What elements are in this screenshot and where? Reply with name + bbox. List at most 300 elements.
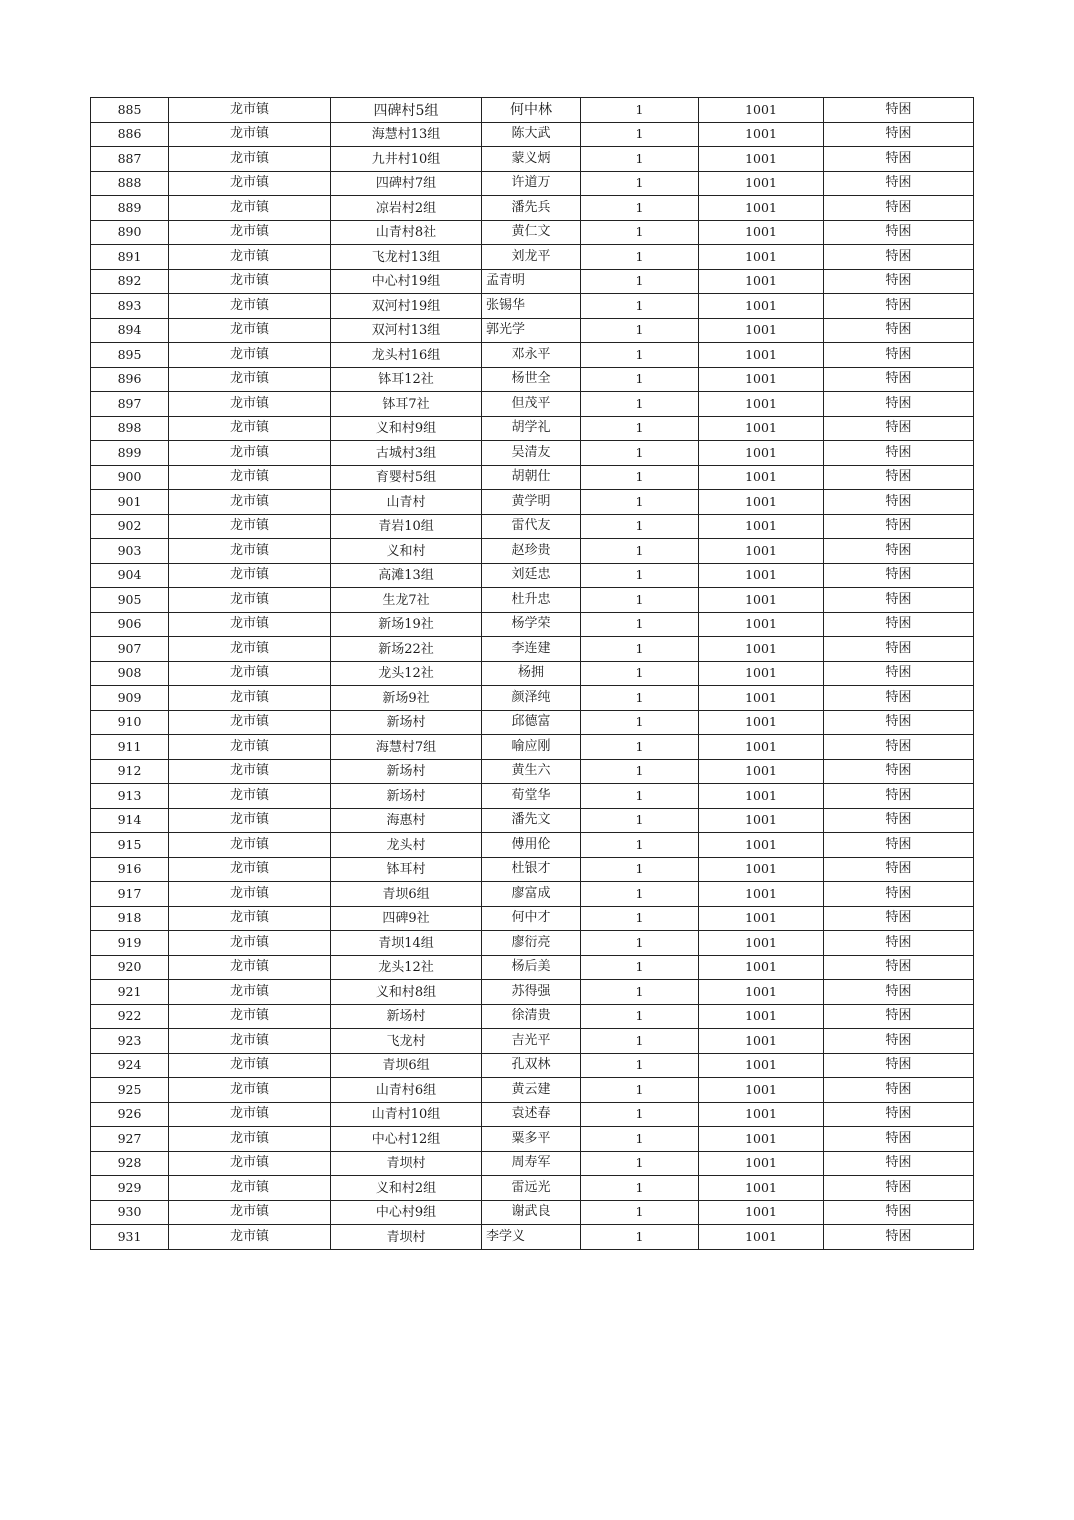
row-number-cell: 886 (91, 122, 169, 147)
table-row (91, 661, 974, 686)
town-cell: 龙市镇 (169, 931, 331, 956)
table-row (91, 1053, 974, 1078)
village-cell: 新场19社 (331, 612, 482, 637)
town-cell: 龙市镇 (169, 245, 331, 270)
table-row (91, 735, 974, 760)
category-cell: 特困 (824, 294, 974, 319)
person-name-cell: 袁述春 (482, 1102, 581, 1127)
amount-cell: 1001 (699, 1225, 824, 1250)
row-number-cell: 893 (91, 294, 169, 319)
table-row (91, 465, 974, 490)
row-number-cell: 920 (91, 955, 169, 980)
row-number-cell: 921 (91, 980, 169, 1005)
person-name-cell: 胡朝仕 (482, 465, 581, 490)
village-cell: 龙头村16组 (331, 343, 482, 368)
amount-cell: 1001 (699, 637, 824, 662)
household-count-cell: 1 (581, 367, 699, 392)
household-count-cell: 1 (581, 1004, 699, 1029)
amount-cell: 1001 (699, 416, 824, 441)
category-cell: 特困 (824, 122, 974, 147)
row-number-cell: 931 (91, 1225, 169, 1250)
category-cell: 特困 (824, 416, 974, 441)
row-number-cell: 904 (91, 563, 169, 588)
village-cell: 山青村6组 (331, 1078, 482, 1103)
row-number-cell: 896 (91, 367, 169, 392)
household-count-cell: 1 (581, 1102, 699, 1127)
town-cell: 龙市镇 (169, 735, 331, 760)
amount-cell: 1001 (699, 563, 824, 588)
amount-cell: 1001 (699, 759, 824, 784)
amount-cell: 1001 (699, 367, 824, 392)
village-cell: 九井村10组 (331, 147, 482, 172)
village-cell: 海慧村13组 (331, 122, 482, 147)
household-count-cell: 1 (581, 269, 699, 294)
village-cell: 钵耳村 (331, 857, 482, 882)
village-cell: 义和村2组 (331, 1176, 482, 1201)
town-cell: 龙市镇 (169, 1127, 331, 1152)
row-number-cell: 906 (91, 612, 169, 637)
household-count-cell: 1 (581, 1200, 699, 1225)
household-count-cell: 1 (581, 784, 699, 809)
household-count-cell: 1 (581, 759, 699, 784)
town-cell: 龙市镇 (169, 759, 331, 784)
table-row (91, 147, 974, 172)
category-cell: 特困 (824, 1029, 974, 1054)
person-name-cell: 刘廷忠 (482, 563, 581, 588)
town-cell: 龙市镇 (169, 661, 331, 686)
person-name-cell: 孔双林 (482, 1053, 581, 1078)
household-count-cell: 1 (581, 1078, 699, 1103)
category-cell: 特困 (824, 906, 974, 931)
village-cell: 四碑9社 (331, 906, 482, 931)
person-name-cell: 杜升忠 (482, 588, 581, 613)
amount-cell: 1001 (699, 1102, 824, 1127)
table-row (91, 980, 974, 1005)
town-cell: 龙市镇 (169, 1151, 331, 1176)
category-cell: 特困 (824, 1225, 974, 1250)
village-cell: 新场22社 (331, 637, 482, 662)
town-cell: 龙市镇 (169, 833, 331, 858)
village-cell: 义和村 (331, 539, 482, 564)
household-count-cell: 1 (581, 416, 699, 441)
household-count-cell: 1 (581, 735, 699, 760)
household-count-cell: 1 (581, 661, 699, 686)
town-cell: 龙市镇 (169, 784, 331, 809)
amount-cell: 1001 (699, 808, 824, 833)
household-count-cell: 1 (581, 1053, 699, 1078)
amount-cell: 1001 (699, 955, 824, 980)
table-row (91, 637, 974, 662)
category-cell: 特困 (824, 269, 974, 294)
category-cell: 特困 (824, 441, 974, 466)
table-row (91, 318, 974, 343)
town-cell: 龙市镇 (169, 294, 331, 319)
household-count-cell: 1 (581, 147, 699, 172)
person-name-cell: 廖衍亮 (482, 931, 581, 956)
village-cell: 钵耳7社 (331, 392, 482, 417)
household-count-cell: 1 (581, 955, 699, 980)
row-number-cell: 915 (91, 833, 169, 858)
household-count-cell: 1 (581, 833, 699, 858)
household-count-cell: 1 (581, 1127, 699, 1152)
person-name-cell: 廖富成 (482, 882, 581, 907)
row-number-cell: 890 (91, 220, 169, 245)
row-number-cell: 901 (91, 490, 169, 515)
category-cell: 特困 (824, 1151, 974, 1176)
row-number-cell: 903 (91, 539, 169, 564)
household-count-cell: 1 (581, 637, 699, 662)
household-count-cell: 1 (581, 514, 699, 539)
amount-cell: 1001 (699, 710, 824, 735)
person-name-cell: 杨世全 (482, 367, 581, 392)
table-row (91, 563, 974, 588)
category-cell: 特困 (824, 735, 974, 760)
village-cell: 义和村9组 (331, 416, 482, 441)
table-row (91, 857, 974, 882)
town-cell: 龙市镇 (169, 906, 331, 931)
person-name-cell: 黄生六 (482, 759, 581, 784)
category-cell: 特困 (824, 220, 974, 245)
amount-cell: 1001 (699, 220, 824, 245)
village-cell: 生龙7社 (331, 588, 482, 613)
village-cell: 龙头村 (331, 833, 482, 858)
amount-cell: 1001 (699, 784, 824, 809)
amount-cell: 1001 (699, 735, 824, 760)
amount-cell: 1001 (699, 245, 824, 270)
amount-cell: 1001 (699, 833, 824, 858)
village-cell: 山青村 (331, 490, 482, 515)
town-cell: 龙市镇 (169, 196, 331, 221)
table-row (91, 392, 974, 417)
category-cell: 特困 (824, 1102, 974, 1127)
amount-cell: 1001 (699, 147, 824, 172)
row-number-cell: 899 (91, 441, 169, 466)
person-name-cell: 杨学荣 (482, 612, 581, 637)
town-cell: 龙市镇 (169, 392, 331, 417)
amount-cell: 1001 (699, 98, 824, 123)
amount-cell: 1001 (699, 612, 824, 637)
relief-roster-table (90, 97, 974, 1250)
table-row (91, 220, 974, 245)
row-number-cell: 887 (91, 147, 169, 172)
village-cell: 四碑村7组 (331, 171, 482, 196)
amount-cell: 1001 (699, 343, 824, 368)
amount-cell: 1001 (699, 196, 824, 221)
table-row (91, 122, 974, 147)
village-cell: 新场村 (331, 784, 482, 809)
row-number-cell: 897 (91, 392, 169, 417)
amount-cell: 1001 (699, 539, 824, 564)
village-cell: 龙头12社 (331, 955, 482, 980)
amount-cell: 1001 (699, 1004, 824, 1029)
town-cell: 龙市镇 (169, 808, 331, 833)
village-cell: 钵耳12社 (331, 367, 482, 392)
person-name-cell: 喻应刚 (482, 735, 581, 760)
town-cell: 龙市镇 (169, 857, 331, 882)
household-count-cell: 1 (581, 882, 699, 907)
person-name-cell: 黄仁文 (482, 220, 581, 245)
village-cell: 青坝6组 (331, 882, 482, 907)
row-number-cell: 905 (91, 588, 169, 613)
row-number-cell: 922 (91, 1004, 169, 1029)
town-cell: 龙市镇 (169, 1225, 331, 1250)
household-count-cell: 1 (581, 245, 699, 270)
row-number-cell: 911 (91, 735, 169, 760)
row-number-cell: 916 (91, 857, 169, 882)
person-name-cell: 何中林 (482, 98, 581, 123)
person-name-cell: 粟多平 (482, 1127, 581, 1152)
table-row (91, 1151, 974, 1176)
household-count-cell: 1 (581, 588, 699, 613)
amount-cell: 1001 (699, 857, 824, 882)
town-cell: 龙市镇 (169, 318, 331, 343)
category-cell: 特困 (824, 245, 974, 270)
table-row (91, 367, 974, 392)
category-cell: 特困 (824, 318, 974, 343)
town-cell: 龙市镇 (169, 980, 331, 1005)
table-row (91, 784, 974, 809)
town-cell: 龙市镇 (169, 514, 331, 539)
category-cell: 特困 (824, 1200, 974, 1225)
person-name-cell: 刘龙平 (482, 245, 581, 270)
household-count-cell: 1 (581, 1029, 699, 1054)
category-cell: 特困 (824, 808, 974, 833)
category-cell: 特困 (824, 1127, 974, 1152)
person-name-cell: 潘先兵 (482, 196, 581, 221)
category-cell: 特困 (824, 612, 974, 637)
town-cell: 龙市镇 (169, 1029, 331, 1054)
village-cell: 双河村13组 (331, 318, 482, 343)
town-cell: 龙市镇 (169, 637, 331, 662)
town-cell: 龙市镇 (169, 612, 331, 637)
person-name-cell: 赵珍贵 (482, 539, 581, 564)
row-number-cell: 891 (91, 245, 169, 270)
table-row (91, 1200, 974, 1225)
village-cell: 双河村19组 (331, 294, 482, 319)
table-row (91, 1225, 974, 1250)
amount-cell: 1001 (699, 588, 824, 613)
category-cell: 特困 (824, 686, 974, 711)
town-cell: 龙市镇 (169, 220, 331, 245)
category-cell: 特困 (824, 759, 974, 784)
household-count-cell: 1 (581, 808, 699, 833)
amount-cell: 1001 (699, 490, 824, 515)
row-number-cell: 885 (91, 98, 169, 123)
row-number-cell: 917 (91, 882, 169, 907)
category-cell: 特困 (824, 955, 974, 980)
household-count-cell: 1 (581, 931, 699, 956)
person-name-cell: 周寿军 (482, 1151, 581, 1176)
person-name-cell: 吴清友 (482, 441, 581, 466)
person-name-cell: 雷代友 (482, 514, 581, 539)
person-name-cell: 何中才 (482, 906, 581, 931)
row-number-cell: 929 (91, 1176, 169, 1201)
table-row (91, 196, 974, 221)
amount-cell: 1001 (699, 294, 824, 319)
town-cell: 龙市镇 (169, 1200, 331, 1225)
category-cell: 特困 (824, 196, 974, 221)
amount-cell: 1001 (699, 931, 824, 956)
person-name-cell: 苏得强 (482, 980, 581, 1005)
amount-cell: 1001 (699, 1151, 824, 1176)
town-cell: 龙市镇 (169, 1176, 331, 1201)
household-count-cell: 1 (581, 171, 699, 196)
table-row (91, 906, 974, 931)
table-row (91, 245, 974, 270)
village-cell: 四碑村5组 (331, 98, 482, 123)
amount-cell: 1001 (699, 441, 824, 466)
village-cell: 青坝村 (331, 1225, 482, 1250)
household-count-cell: 1 (581, 441, 699, 466)
category-cell: 特困 (824, 343, 974, 368)
row-number-cell: 928 (91, 1151, 169, 1176)
town-cell: 龙市镇 (169, 269, 331, 294)
town-cell: 龙市镇 (169, 563, 331, 588)
town-cell: 龙市镇 (169, 465, 331, 490)
household-count-cell: 1 (581, 686, 699, 711)
person-name-cell: 邱德富 (482, 710, 581, 735)
category-cell: 特困 (824, 1053, 974, 1078)
town-cell: 龙市镇 (169, 1102, 331, 1127)
table-row (91, 931, 974, 956)
town-cell: 龙市镇 (169, 98, 331, 123)
person-name-cell: 张锡华 (482, 294, 581, 319)
category-cell: 特困 (824, 980, 974, 1005)
table-row (91, 441, 974, 466)
amount-cell: 1001 (699, 1127, 824, 1152)
village-cell: 新场9社 (331, 686, 482, 711)
row-number-cell: 894 (91, 318, 169, 343)
household-count-cell: 1 (581, 220, 699, 245)
village-cell: 育婴村5组 (331, 465, 482, 490)
person-name-cell: 杨拥 (482, 661, 581, 686)
town-cell: 龙市镇 (169, 539, 331, 564)
amount-cell: 1001 (699, 882, 824, 907)
amount-cell: 1001 (699, 980, 824, 1005)
village-cell: 古城村3组 (331, 441, 482, 466)
town-cell: 龙市镇 (169, 882, 331, 907)
category-cell: 特困 (824, 588, 974, 613)
amount-cell: 1001 (699, 171, 824, 196)
household-count-cell: 1 (581, 612, 699, 637)
row-number-cell: 913 (91, 784, 169, 809)
person-name-cell: 吉光平 (482, 1029, 581, 1054)
village-cell: 新场村 (331, 759, 482, 784)
table-row (91, 1004, 974, 1029)
table-row (91, 833, 974, 858)
person-name-cell: 颜泽纯 (482, 686, 581, 711)
town-cell: 龙市镇 (169, 686, 331, 711)
table-row (91, 882, 974, 907)
row-number-cell: 924 (91, 1053, 169, 1078)
table-row (91, 808, 974, 833)
person-name-cell: 李连建 (482, 637, 581, 662)
amount-cell: 1001 (699, 1029, 824, 1054)
table-row (91, 171, 974, 196)
household-count-cell: 1 (581, 465, 699, 490)
category-cell: 特困 (824, 98, 974, 123)
town-cell: 龙市镇 (169, 710, 331, 735)
table-row (91, 98, 974, 123)
row-number-cell: 907 (91, 637, 169, 662)
village-cell: 山青村10组 (331, 1102, 482, 1127)
village-cell: 高滩13组 (331, 563, 482, 588)
category-cell: 特困 (824, 490, 974, 515)
household-count-cell: 1 (581, 196, 699, 221)
village-cell: 龙头12社 (331, 661, 482, 686)
row-number-cell: 889 (91, 196, 169, 221)
household-count-cell: 1 (581, 906, 699, 931)
table-row (91, 1127, 974, 1152)
table-row (91, 955, 974, 980)
person-name-cell: 杨后美 (482, 955, 581, 980)
village-cell: 海慧村7组 (331, 735, 482, 760)
village-cell: 海惠村 (331, 808, 482, 833)
table-row (91, 1102, 974, 1127)
amount-cell: 1001 (699, 1078, 824, 1103)
table-row (91, 1029, 974, 1054)
row-number-cell: 895 (91, 343, 169, 368)
table-row (91, 686, 974, 711)
category-cell: 特困 (824, 171, 974, 196)
amount-cell: 1001 (699, 514, 824, 539)
household-count-cell: 1 (581, 294, 699, 319)
row-number-cell: 926 (91, 1102, 169, 1127)
town-cell: 龙市镇 (169, 441, 331, 466)
row-number-cell: 914 (91, 808, 169, 833)
row-number-cell: 930 (91, 1200, 169, 1225)
person-name-cell: 潘先文 (482, 808, 581, 833)
person-name-cell: 但茂平 (482, 392, 581, 417)
household-count-cell: 1 (581, 1151, 699, 1176)
household-count-cell: 1 (581, 122, 699, 147)
category-cell: 特困 (824, 514, 974, 539)
amount-cell: 1001 (699, 1176, 824, 1201)
village-cell: 飞龙村 (331, 1029, 482, 1054)
village-cell: 青坝6组 (331, 1053, 482, 1078)
person-name-cell: 谢武良 (482, 1200, 581, 1225)
table-row (91, 343, 974, 368)
category-cell: 特困 (824, 833, 974, 858)
person-name-cell: 陈大武 (482, 122, 581, 147)
category-cell: 特困 (824, 563, 974, 588)
village-cell: 义和村8组 (331, 980, 482, 1005)
village-cell: 新场村 (331, 710, 482, 735)
village-cell: 中心村12组 (331, 1127, 482, 1152)
category-cell: 特困 (824, 1176, 974, 1201)
household-count-cell: 1 (581, 710, 699, 735)
person-name-cell: 杜银才 (482, 857, 581, 882)
person-name-cell: 李学义 (482, 1225, 581, 1250)
household-count-cell: 1 (581, 857, 699, 882)
village-cell: 新场村 (331, 1004, 482, 1029)
category-cell: 特困 (824, 661, 974, 686)
town-cell: 龙市镇 (169, 416, 331, 441)
amount-cell: 1001 (699, 392, 824, 417)
category-cell: 特困 (824, 392, 974, 417)
person-name-cell: 郭光学 (482, 318, 581, 343)
village-cell: 飞龙村13组 (331, 245, 482, 270)
category-cell: 特困 (824, 637, 974, 662)
household-count-cell: 1 (581, 980, 699, 1005)
table-body (91, 98, 974, 1250)
amount-cell: 1001 (699, 318, 824, 343)
table-row (91, 416, 974, 441)
village-cell: 凉岩村2组 (331, 196, 482, 221)
town-cell: 龙市镇 (169, 367, 331, 392)
person-name-cell: 雷远光 (482, 1176, 581, 1201)
table-row (91, 1176, 974, 1201)
